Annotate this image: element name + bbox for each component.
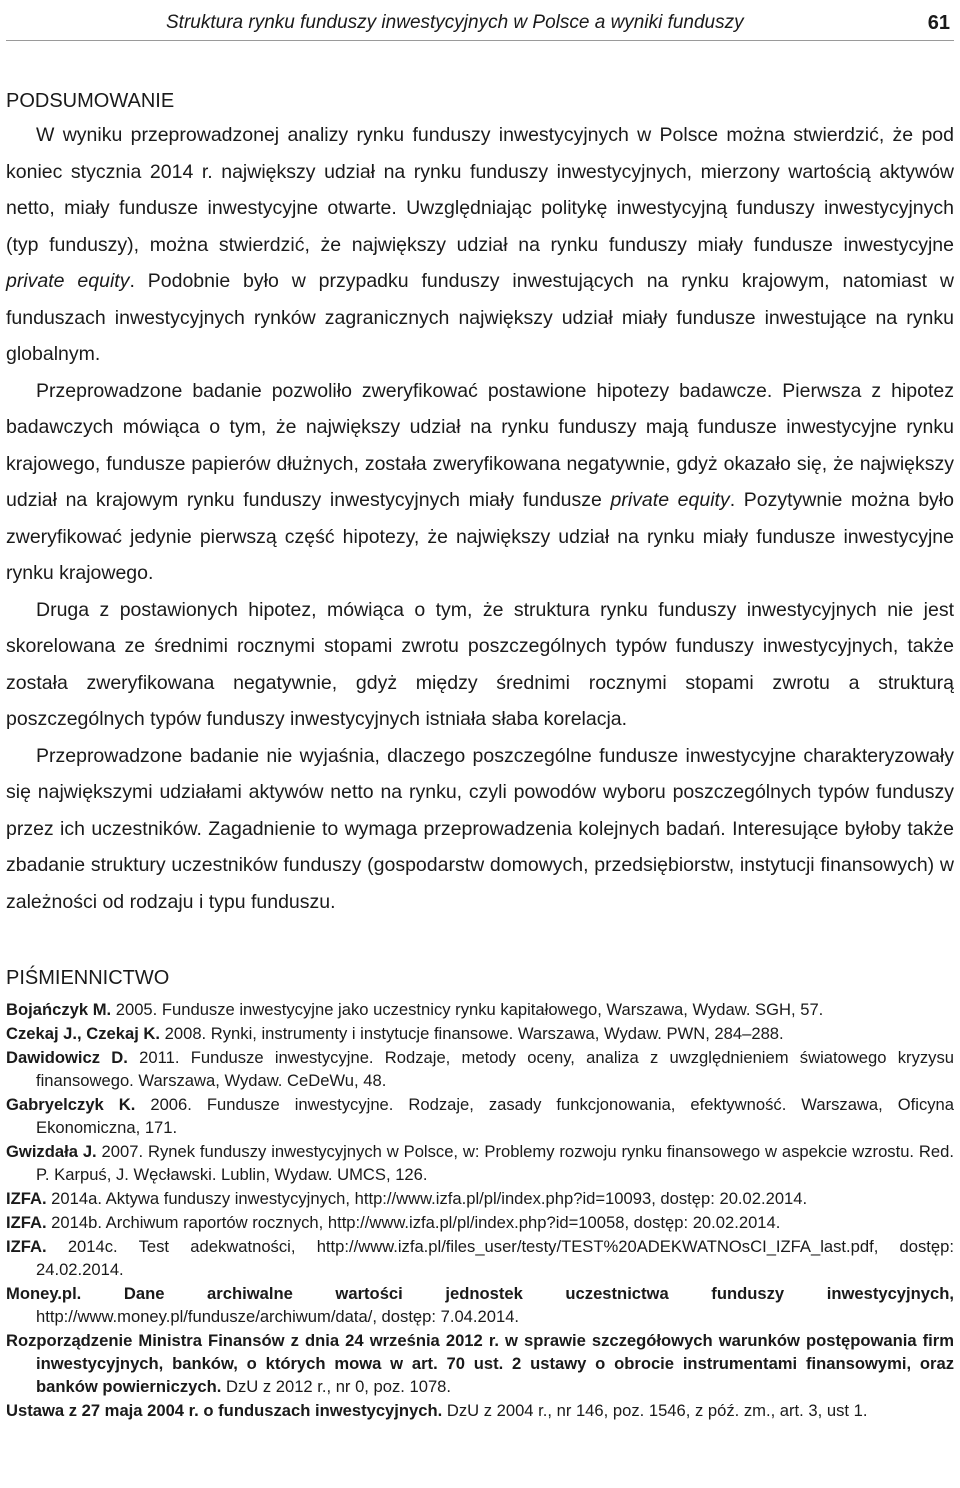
- running-header-title: Struktura rynku funduszy inwestycyjnych w Polsce a wyniki funduszy: [166, 12, 744, 33]
- reference-item: Rozporządzenie Ministra Finansów z dnia 24 września 2012 r. w sprawie szczegółowych warunków postępowania firm inwestycyjnych, banków, o których mowa w art. 70 ust. 2 ustawy o obrocie instrumentami finansowymi, oraz banków powierniczych. DzU z 2012 r., nr 0, poz. 1078.: [6, 1331, 954, 1396]
- references-list: [6, 998, 954, 1422]
- reference-item: Gwizdała J. 2007. Rynek funduszy inwestycyjnych w Polsce, w: Problemy rozwoju rynku finansowego w aspekcie wzrostu. Red. P. Karpuś, J. Węcławski. Lublin, Wydaw. UMCS, 126.: [6, 1142, 954, 1184]
- reference-item: IZFA. 2014c. Test adekwatności, http://www.izfa.pl/files_user/testy/TEST%20ADEKWATNOsCI_IZFA_last.pdf, dostęp: 24.02.2014.: [6, 1237, 954, 1279]
- reference-item: IZFA. 2014a. Aktywa funduszy inwestycyjnych, http://www.izfa.pl/pl/index.php?id=10093, dostęp: 20.02.2014.: [6, 1189, 808, 1208]
- summary-paragraph-3: Druga z postawionych hipotez, mówiąca o tym, że struktura rynku funduszy inwestycyjnych nie jest skorelowana ze średnimi rocznymi stopami zwrotu poszczególnych typów funduszy inwestycyjnych, także została zweryfikowana negatywnie, gdyż między średnimi rocznymi stopami zwrotu a strukturą poszczególnych typów funduszy inwestycyjnych istniała słaba korelacja.: [6, 598, 954, 730]
- references-heading: PIŚMIENNICTWO: [6, 967, 170, 989]
- summary-paragraph-4: Przeprowadzone badanie nie wyjaśnia, dlaczego poszczególne fundusze inwestycyjne charakteryzowały się największymi udziałami aktywów netto na rynku, czyli powodów wyboru poszczególnych typów funduszy przez ich uczestników. Zagadnienie to wymaga przeprowadzenia kolejnych badań. Interesujące byłoby także zbadanie struktury uczestników funduszy (gospodarstw domowych, przedsiębiorstw, instytucji finansowych) w zależności od rodzaju i typu funduszu.: [6, 744, 954, 913]
- reference-item: Money.pl. Dane archiwalne wartości jednostek uczestnictwa funduszy inwestycyjnych, http://www.money.pl/fundusze/archiwum/data/, dostęp: 7.04.2014.: [6, 1284, 954, 1326]
- page-number: 61: [927, 12, 950, 34]
- running-header: [6, 0, 954, 41]
- page: [6, 0, 954, 1423]
- summary-paragraph-2: Przeprowadzone badanie pozwoliło zweryfikować postawione hipotezy badawcze. Pierwsza z hipotez badawczych mówiąca o tym, że największy udział na rynku funduszy mają fundusze inwestycyjne rynku krajowego, fundusze papierów dłużnych, została zweryfikowana negatywnie, gdyż okazało się, że największy udział na krajowym rynku funduszy inwestycyjnych miały fundusze private equity. Pozytywnie można było zweryfikować jedynie pierwszą część hipotezy, że największy udział na rynku miały fundusze inwestycyjne rynku krajowego.: [6, 379, 954, 584]
- summary-heading: PODSUMOWANIE: [6, 90, 175, 112]
- reference-item: Ustawa z 27 maja 2004 r. o funduszach inwestycyjnych. DzU z 2004 r., nr 146, poz. 1546, z póź. zm., art. 3, ust 1.: [6, 1401, 868, 1420]
- summary-paragraph-1: W wyniku przeprowadzonej analizy rynku funduszy inwestycyjnych w Polsce można stwierdzić, że pod koniec stycznia 2014 r. największy udział na rynku funduszy inwestycyjnych, mierzony wartością aktywów netto, miały fundusze inwestycyjne otwarte. Uwzględniając politykę inwestycyjną funduszy inwestycyjnych (typ funduszy), można stwierdzić, że największy udział na rynku funduszy miały fundusze inwestycyjne private equity. Podobnie było w przypadku funduszy inwestujących na rynku krajowym, natomiast w funduszach inwestycyjnych rynków zagranicznych największy udział miały fundusze inwestujące na rynku globalnym.: [6, 124, 954, 365]
- reference-item: IZFA. 2014b. Archiwum raportów rocznych, http://www.izfa.pl/pl/index.php?id=10058, dostęp: 20.02.2014.: [6, 1213, 781, 1232]
- reference-item: Czekaj J., Czekaj K. 2008. Rynki, instrumenty i instytucje finansowe. Warszawa, Wydaw. PWN, 284–288.: [6, 1024, 784, 1043]
- reference-item: Dawidowicz D. 2011. Fundusze inwestycyjne. Rodzaje, metody oceny, analiza z uwzględnieniem światowego kryzysu finansowego. Warszawa, Wydaw. CeDeWu, 48.: [6, 1048, 954, 1090]
- reference-item: Gabryelczyk K. 2006. Fundusze inwestycyjne. Rodzaje, zasady funkcjonowania, efektywność. Warszawa, Oficyna Ekonomiczna, 171.: [6, 1095, 954, 1137]
- reference-item: Bojańczyk M. 2005. Fundusze inwestycyjne jako uczestnicy rynku kapitałowego, Warszawa, Wydaw. SGH, 57.: [6, 1000, 824, 1019]
- summary-body: [6, 117, 954, 920]
